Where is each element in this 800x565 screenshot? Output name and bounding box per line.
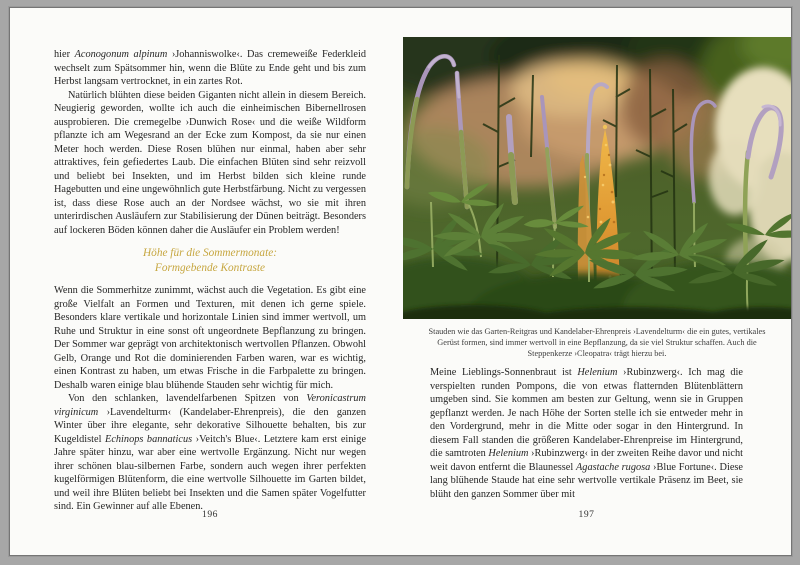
section-heading-line-2: Formgebende Kontraste — [154, 262, 266, 274]
photo-caption: Stauden wie das Garten-Reitgras und Kandelaber-Ehrenpreis ›Lavendelturm‹ die ein gutes, vertikales Gerüst formen, sind immer wertvoll in eine Bepflanzung, da sie viel Struktur schaffen. Auch die Steppenkerze ›Cleopatra‹ trägt hierzu bei. — [428, 327, 766, 358]
left-text-column — [54, 48, 366, 514]
garden-photo-illustration — [403, 37, 791, 319]
paragraph: Wenn die Sommerhitze zunimmt, wächst auch die Vegetation. Es gibt eine große Vielfalt an Formen und Texturen, mit denen ich gerne spiele. Besonders klare vertikale und horizontale Linien sind immer wertvoll, um Ruhe und Struktur in eine sonst oft ungeordnete Bepflanzung zu bringen. Der Sommer war geprägt von architektonisch wertvollen Pflanzen. Obwohl Gelb, Orange und Rot die dominierenden Farben waren, war es wichtig, einen Kontrast zu haben, um etwas Frische in die Farbpalette zu bringen. Deshalb waren einige blau blühende Stauden sehr wichtig für mich. — [54, 285, 366, 391]
page-number-right: 197 — [578, 509, 595, 520]
garden-photo — [403, 37, 791, 319]
section-heading-line-1: Höhe für die Sommermonate: — [143, 247, 277, 259]
section-heading — [54, 246, 366, 276]
paragraph: Meine Lieblings-Sonnenbraut ist Helenium ›Rubinzwerg‹. Ich mag die verspielten runden Pompons, die von etwas flatternden Blütenblättern umgeben sind. Sie kommen am besten zur Geltung, wenn sie in Gruppen gepflanzt werden. Je nach Höhe der Sorten stelle ich sie entweder mehr in den Vordergrund, mehr in die Mitte oder sogar in den Hintergrund. In diesem Fall standen die größeren Kandelaber-Ehrenpreise im Hintergrund, die samtroten Helenium ›Rubinzwerg‹ in der zweiten Reihe davor und nicht weit davon entfernt die Blaunessel Agastache rugosa ›Blue Fortune‹. Diese lang blühende Staude hat eine sehr wertvolle vertikale Präsenz im Beet, sie blüht den ganzen Sommer über mit — [430, 367, 743, 500]
paragraph: hier Aconogonum alpinum ›Johanniswolke‹. Das cremeweiße Federkleid wechselt zum Spätsommer hin, wenn die Blüte zu Ende geht und bis zum Herbst langsam vertrocknet, in ein zartes Rot. — [54, 49, 366, 87]
page-number-left: 196 — [202, 509, 218, 520]
right-text-column — [430, 366, 743, 501]
paragraph: Natürlich blühten diese beiden Giganten nicht allein in diesem Bereich. Neugierig geworden, wollte ich auch die einheimischen Bibernellrosen ausprobieren. Die cremegelbe ›Dunwich Rose‹ und die weiße Wildform pflanzte ich am Wegesrand an der Ecke zum Kompost, da sie nur einen Meter hoch werden. Diese Rosen blühen nur einmal, haben aber sehr attraktives, fein gefiedertes Laub. Die einfachen Blüten sind sehr reizvoll und beliebt bei Insekten, und im Herbst bilden sich kleine runde Hagebutten und eine ungewöhnlich gute Herbstfärbung. Nicht zu vergessen ist, dass diese Rose auch an der Nordsee wächst, wo sie mit ihren unterirdischen Ausläufern zur Stabilisierung der Dünen beiträgt. Besonders auf lockeren Böden können daher die Ausläufer ein Problem werden! — [54, 89, 366, 236]
paragraph: Von den schlanken, lavendelfarbenen Spitzen von Veronicastrum virginicum ›Lavendelturm‹ (Kandelaber-Ehrenpreis), die den ganzen Winter über ihre elegante, sehr dekorative Silhouette behalten, bis zur Kugeldistel Echinops bannaticus ›Veitch's Blue‹. Letztere kam erst einige Jahre später hinzu, war aber eine wertvolle Ergänzung. Nicht nur wegen ihrer schönen blau-silbernen Farbe, sondern auch wegen ihrer perfekten kugelförmigen Blütenform, die eine wertvolle Silhouette im Garten bildet, und weil ihre Blüten beliebt bei Insekten und die Samen später Vogelfutter sind. Ein Gewinner auf alle Ebenen. — [54, 393, 367, 512]
book-spread — [10, 8, 791, 555]
